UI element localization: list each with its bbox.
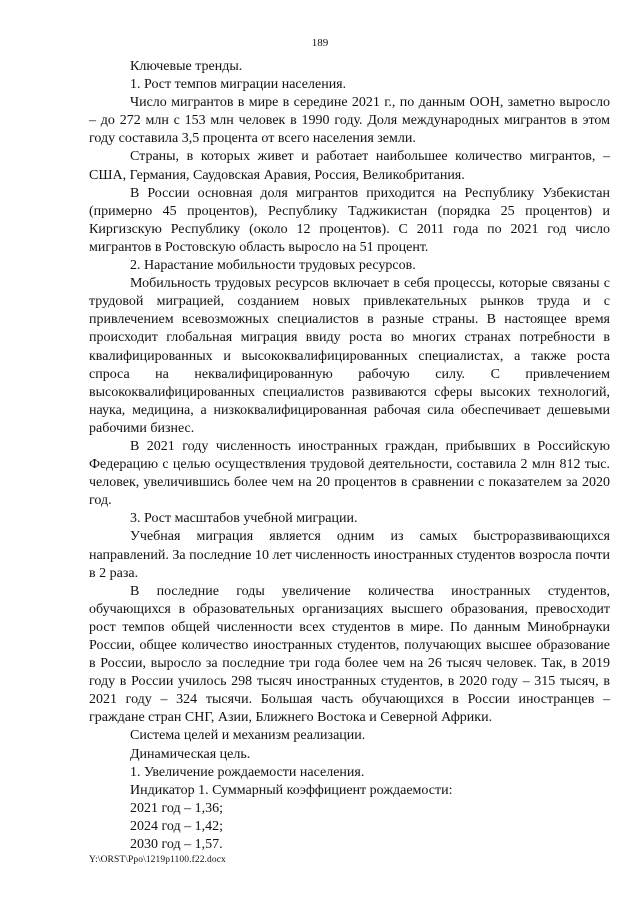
paragraph: В последние годы увеличение количества иностранных студентов, обучающихся в образовательных организациях высшего образования, превосходит рост темпов общей численности всех студентов в мире. По данным Минобрнауки России, общее количество иностранных студентов, получающих высшее образование в России, выросло за последние три года более чем на 26 тысяч человек. Так, в 2019 году в России училось 298 тысяч иностранных студентов, в 2020 году – 315 тысяч, в 2021 году – 324 тысячи. Большая часть обучающихся в России иностранцев – граждане стран СНГ, Азии, Ближнего Востока и Северной Африки.	[89, 583, 610, 726]
paragraph: 3. Рост масштабов учебной миграции.	[130, 511, 358, 527]
paragraph: 2021 год – 1,36;	[130, 800, 224, 816]
paragraph: 2030 год – 1,57.	[130, 837, 223, 853]
paragraph: 1. Рост темпов миграции населения.	[130, 77, 347, 93]
paragraph: Мобильность трудовых ресурсов включает в себя процессы, которые связаны с трудовой миграцией, созданием новых привлекательных рынков труда и с привлечением всевозможных специалистов в разные страны. В настоящее время происходит глобальная миграция ввиду роста во многих странах потребности в квалифицированных и высококвалифицированных специалистах, а также роста спроса на неквалифицированную рабочую силу. С привлечением высококвалифицированных специалистов развиваются сферы высоких технологий, наука, медицина, а низкоквалифицированная рабочая сила обеспечивает дешевыми рабочими бизнес.	[89, 276, 610, 436]
paragraph: Динамическая цель.	[130, 746, 251, 762]
paragraph: Учебная миграция является одним из самых быстроразвивающихся направлений. За последние 10 лет численность иностранных студентов возросла почти в 2 раза.	[89, 529, 610, 581]
footer-file-path: Y:\ORST\Ppo\1219p1100.f22.docx	[89, 855, 226, 865]
paragraph: 2024 год – 1,42;	[130, 818, 224, 834]
paragraph: 2. Нарастание мобильности трудовых ресурсов.	[130, 258, 416, 274]
paragraph: Число мигрантов в мире в середине 2021 г., по данным ООН, заметно выросло – до 272 млн с 153 млн человек в 1990 году. Доля международных мигрантов в этом году составила 3,5 процента от всего населения земли.	[89, 95, 610, 147]
page-number: 189	[311, 37, 329, 49]
paragraph: Страны, в которых живет и работает наибольшее количество мигрантов, – США, Германия, Саудовская Аравия, Россия, Великобритания.	[89, 149, 610, 183]
document-body	[89, 58, 610, 854]
paragraph: Индикатор 1. Суммарный коэффициент рождаемости:	[130, 782, 453, 798]
paragraph: В России основная доля мигрантов приходится на Республику Узбекистан (примерно 45 процентов), Республику Таджикистан (порядка 25 процентов) и Киргизскую Республику (около 12 процентов). С 2011 года по 2021 год число мигрантов в Ростовскую область выросло на 51 процент.	[89, 185, 610, 255]
paragraph: 1. Увеличение рождаемости населения.	[130, 764, 365, 780]
paragraph: Система целей и механизм реализации.	[130, 728, 366, 744]
paragraph: В 2021 году численность иностранных граждан, прибывших в Российскую Федерацию с целью осуществления трудовой деятельности, составила 2 млн 812 тыс. человек, увеличившись более чем на 20 процентов в сравнении с показателем за 2020 год.	[89, 438, 610, 509]
paragraph: Ключевые тренды.	[130, 59, 243, 74]
